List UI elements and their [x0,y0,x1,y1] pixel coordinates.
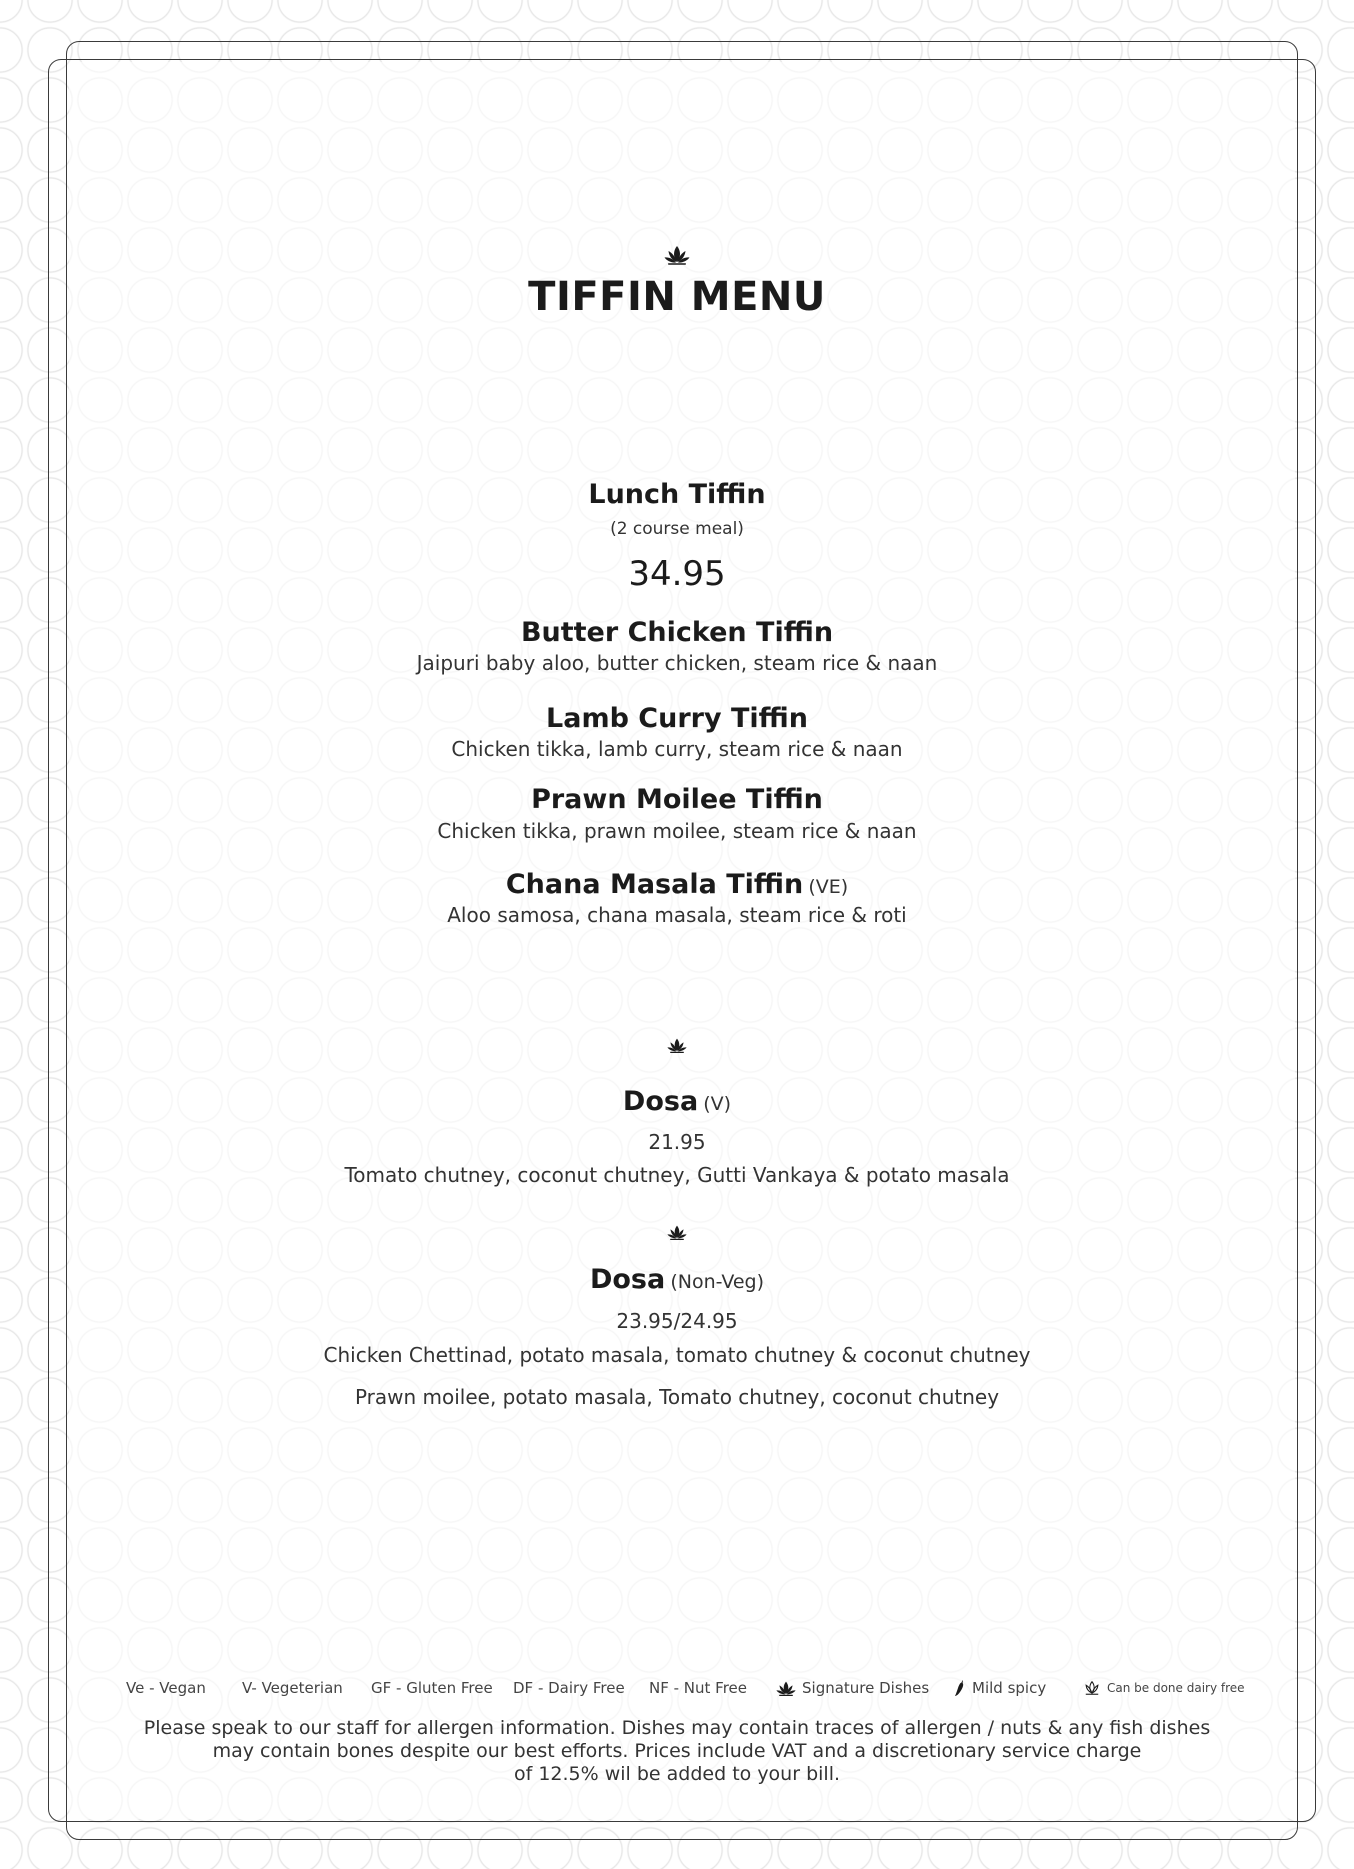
menu-item [0,703,1354,734]
lunch-tiffin-subtitle: (2 course meal) [610,519,744,539]
lunch-tiffin-title: Lunch Tiffin [588,479,766,510]
legend-label: V- Vegeterian [242,1679,343,1697]
legend-item-dairy-free-option [1083,1676,1245,1700]
disclaimer-line: of 12.5% wil be added to your bill. [513,1763,841,1785]
chili-icon [954,1679,966,1697]
legend-label: GF - Gluten Free [371,1679,493,1697]
disclaimer-line: may contain bones despite our best efforts. Prices include VAT and a discretionary service charge [212,1740,1142,1762]
legend-item-mild-spicy [954,1676,1046,1700]
outlined-lotus-icon [1083,1680,1101,1696]
dish-name: Dosa [622,1086,699,1117]
lotus-icon [0,244,1354,270]
legend-item-vegan [126,1676,206,1700]
legend-label: DF - Dairy Free [513,1679,625,1697]
dosa-veg-heading [0,1086,1354,1117]
allergen-disclaimer [0,1717,1354,1786]
lotus-icon [776,1680,796,1697]
page-title: TIFFIN MENU [528,274,826,320]
legend-label: Can be done dairy free [1107,1681,1245,1695]
dosa-nonveg-price: 23.95/24.95 [616,1309,738,1333]
disclaimer-line: Please speak to our staff for allergen information. Dishes may contain traces of allergen / nuts & any fish dishes [143,1717,1211,1739]
dish-description: Jaipuri baby aloo, butter chicken, steam rice & naan [416,651,938,675]
dish-description: Tomato chutney, coconut chutney, Gutti Vankaya & potato masala [344,1163,1010,1187]
legend-label: Mild spicy [972,1679,1047,1697]
dish-name: Prawn Moilee Tiffin [531,784,823,815]
dish-description: Chicken tikka, prawn moilee, steam rice & naan [437,819,917,843]
legend-label: Ve - Vegan [126,1679,206,1697]
lunch-tiffin-price: 34.95 [628,554,726,594]
dish-description: Aloo samosa, chana masala, steam rice & roti [447,903,907,927]
legend-item-dairy-free [513,1676,625,1700]
menu-panel [69,62,1295,1819]
dish-description: Chicken tikka, lamb curry, steam rice & naan [451,737,903,761]
menu-item [0,784,1354,815]
dietary-tag: (VE) [808,876,849,898]
lotus-icon [0,1224,1354,1245]
menu-item [0,617,1354,648]
lotus-icon [0,1037,1354,1058]
legend-item-vegetarian [242,1676,343,1700]
legend-item-gluten-free [371,1676,493,1700]
dietary-tag: (V) [703,1093,732,1115]
legend-item-signature [776,1676,929,1700]
dosa-veg-price: 21.95 [648,1130,706,1154]
dish-description: Prawn moilee, potato masala, Tomato chutney, coconut chutney [354,1385,1000,1409]
dish-name: Butter Chicken Tiffin [520,617,834,648]
dish-description: Chicken Chettinad, potato masala, tomato chutney & coconut chutney [323,1343,1031,1367]
dosa-nonveg-heading [0,1264,1354,1295]
dish-name: Lamb Curry Tiffin [546,703,808,734]
dietary-tag: (Non-Veg) [670,1271,765,1293]
legend-label: Signature Dishes [802,1679,930,1697]
legend-item-nut-free [649,1676,747,1700]
legend-label: NF - Nut Free [649,1679,748,1697]
menu-item [0,869,1354,900]
dish-name: Chana Masala Tiffin [505,869,804,900]
dish-name: Dosa [589,1264,666,1295]
